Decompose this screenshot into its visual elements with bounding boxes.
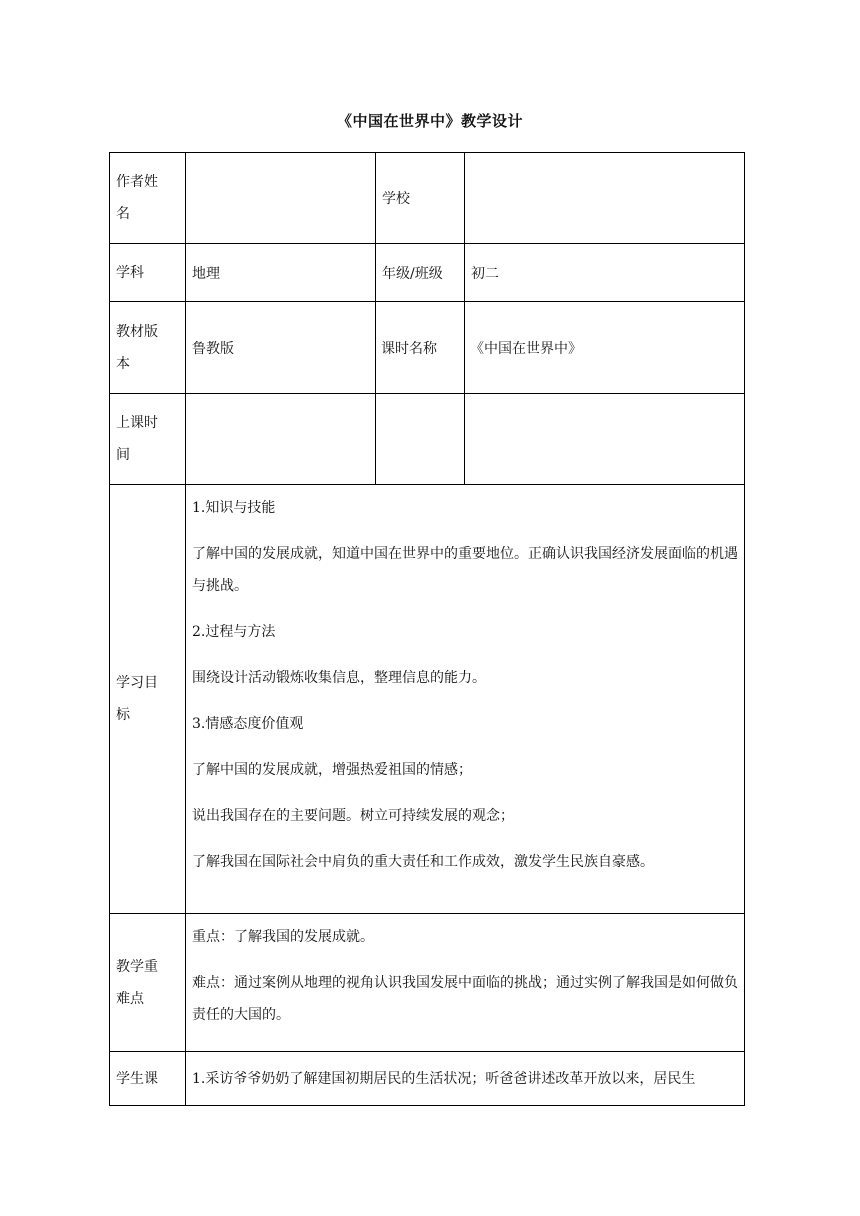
goals-content-cell <box>186 485 745 914</box>
row-student <box>110 1052 745 1106</box>
author-value-cell <box>186 153 376 244</box>
key-points-label-cell <box>110 914 186 1052</box>
time-value-cell <box>186 394 376 485</box>
time-label-cell <box>110 394 186 485</box>
goals-paragraph: 1.知识与技能 <box>192 500 276 516</box>
goals-label-line-1: 学习目 <box>116 675 158 691</box>
row-key-points <box>110 914 745 1052</box>
student-label-cell: 学生课 <box>110 1052 186 1106</box>
goals-paragraph: 了解中国的发展成就，增强热爱祖国的情感； <box>192 762 472 778</box>
row-author <box>110 153 745 244</box>
difficult-point-paragraph: 难点：通过案例从地理的视角认识我国发展中面临的挑战；通过实例了解我国是如何做负责任的大国的。 <box>192 975 738 1023</box>
goals-paragraph: 了解中国的发展成就，知道中国在世界中的重要地位。正确认识我国经济发展面临的机遇与挑战。 <box>192 546 738 594</box>
lesson-name-label-cell: 课时名称 <box>376 302 465 394</box>
time-label-line-1: 上课时 <box>116 415 158 431</box>
student-content-cell <box>186 1052 745 1106</box>
row-textbook <box>110 302 745 394</box>
goals-paragraph: 围绕设计活动锻炼收集信息，整理信息的能力。 <box>192 670 486 686</box>
goals-label-line-2: 标 <box>116 707 130 723</box>
key-points-label-line-1: 教学重 <box>116 958 158 975</box>
school-value-cell <box>465 153 745 244</box>
student-paragraph: 1.采访爷爷奶奶了解建国初期居民的生活状况；听爸爸讲述改革开放以来，居民生 <box>192 1070 696 1087</box>
subject-label-cell: 学科 <box>110 244 186 302</box>
goals-paragraph: 2.过程与方法 <box>192 624 276 640</box>
document-title: 《中国在世界中》教学设计 <box>336 112 523 130</box>
goals-paragraph: 3.情感态度价值观 <box>192 716 304 732</box>
key-points-label-line-2: 难点 <box>116 990 144 1007</box>
grade-label-cell: 年级/班级 <box>376 244 465 302</box>
key-point-paragraph: 重点：了解我国的发展成就。 <box>192 929 374 945</box>
time-mid-label-cell <box>376 394 465 485</box>
lesson-name-value-cell: 《中国在世界中》 <box>465 302 745 394</box>
key-points-content-cell <box>186 914 745 1052</box>
goals-label-cell <box>110 485 186 914</box>
time-mid-value-cell <box>465 394 745 485</box>
textbook-label-cell <box>110 302 186 394</box>
goals-paragraph: 说出我国存在的主要问题。树立可持续发展的观念； <box>192 808 514 824</box>
school-label-cell: 学校 <box>376 153 465 244</box>
lesson-plan-table <box>109 152 745 1106</box>
textbook-value-cell: 鲁教版 <box>186 302 376 394</box>
row-subject <box>110 244 745 302</box>
author-label-line-1: 作者姓 <box>116 174 158 190</box>
author-label-cell <box>110 153 186 244</box>
time-label-line-2: 间 <box>116 447 130 463</box>
row-time <box>110 394 745 485</box>
grade-value-cell: 初二 <box>465 244 745 302</box>
goals-paragraph: 了解我国在国际社会中肩负的重大责任和工作成效，激发学生民族自豪感。 <box>192 854 654 870</box>
textbook-label-line-1: 教材版 <box>116 323 158 340</box>
subject-value-cell: 地理 <box>186 244 376 302</box>
textbook-label-line-2: 本 <box>116 355 130 372</box>
author-label-line-2: 名 <box>116 206 130 222</box>
row-goals <box>110 485 745 914</box>
